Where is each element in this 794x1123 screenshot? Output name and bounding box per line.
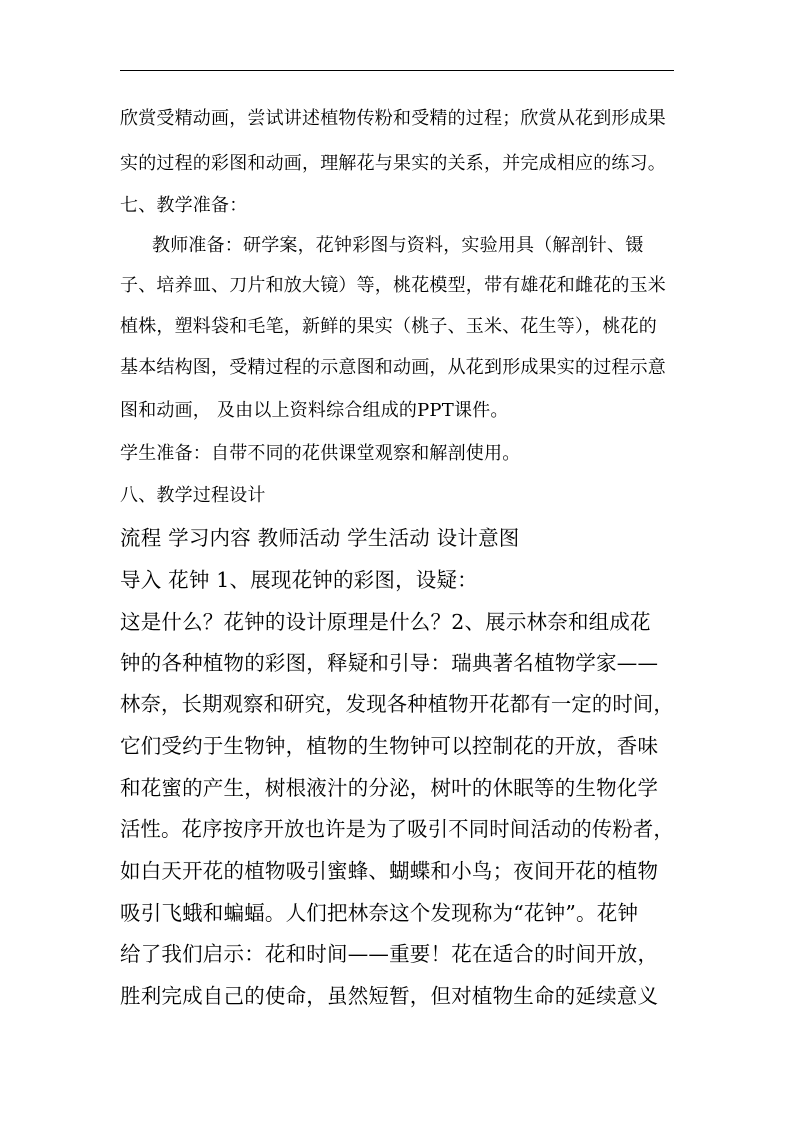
- paragraph-line: 吸引飞蛾和蝙蝠。人们把林奈这个发现称为“花钟”。花钟: [120, 901, 639, 925]
- paragraph-line: 植株，塑料袋和毛笔，新鲜的果实（桃子、玉米、花生等），桃花的: [120, 316, 657, 337]
- paragraph-line: 这是什么？花钟的设计原理是什么？2、展示林奈和组成花: [120, 610, 651, 634]
- paragraph-line: 图和动画， 及由以上资料综合组成的PPT课件。: [120, 400, 509, 421]
- paragraph-line: 给了我们启示：花和时间——重要！花在适合的时间开放，: [120, 942, 659, 966]
- paragraph-line: 学生准备：自带不同的花供课堂观察和解剖使用。: [120, 443, 521, 464]
- header-rule: [120, 70, 674, 71]
- section-heading-7: 七、教学准备：: [120, 195, 248, 216]
- paragraph-line: 基本结构图，受精过程的示意图和动画，从花到形成果实的过程示意: [120, 357, 666, 378]
- paragraph-line: 欣赏受精动画，尝试讲述植物传粉和受精的过程；欣赏从花到形成果: [120, 108, 666, 129]
- paragraph-line: 实的过程的彩图和动画，理解花与果实的关系，并完成相应的练习。: [120, 153, 666, 174]
- table-header-line: 流程 学习内容 教师活动 学生活动 设计意图: [120, 526, 520, 550]
- paragraph-line: 和花蜜的产生，树根液汁的分泌，树叶的休眠等的生物化学: [120, 776, 659, 800]
- paragraph-line: 如白天开花的植物吸引蜜蜂、蝴蝶和小鸟；夜间开花的植物: [120, 859, 659, 883]
- paragraph-line: 钟的各种植物的彩图，释疑和引导：瑞典著名植物学家——: [120, 651, 659, 675]
- paragraph-line: 教师准备：研学案，花钟彩图与资料，实验用具（解剖针、镊: [152, 235, 644, 256]
- paragraph-line: 导入 花钟 1、展现花钟的彩图，设疑：: [120, 568, 478, 592]
- paragraph-line: 林奈，长期观察和研究，发现各种植物开花都有一定的时间，: [120, 692, 674, 716]
- paragraph-line: 子、培养皿、刀片和放大镜）等，桃花模型，带有雄花和雌花的玉米: [120, 275, 666, 296]
- section-heading-8: 八、教学过程设计: [120, 485, 266, 506]
- paragraph-line: 活性。花序按序开放也许是为了吸引不同时间活动的传粉者，: [120, 817, 674, 841]
- paragraph-line: 胜利完成自己的使命，虽然短暂，但对植物生命的延续意义: [120, 984, 659, 1008]
- paragraph-line: 它们受约于生物钟，植物的生物钟可以控制花的开放，香味: [120, 734, 659, 758]
